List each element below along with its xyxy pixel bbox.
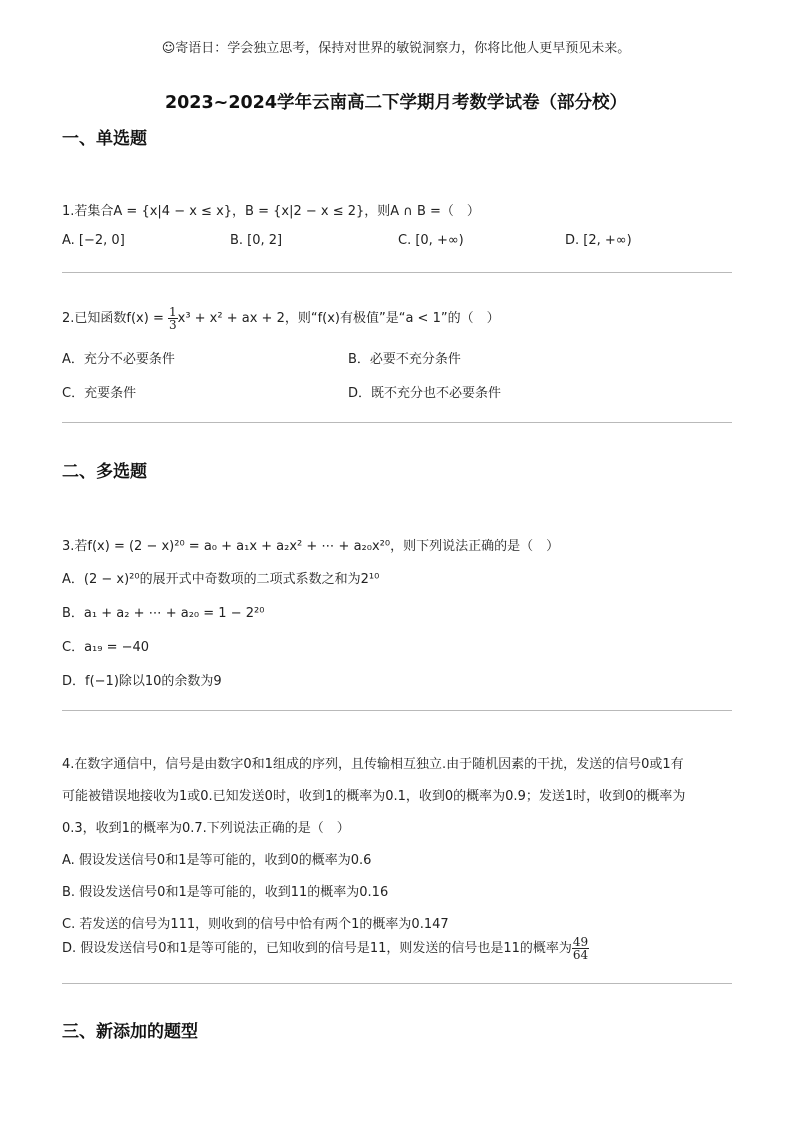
question-1-option-b: B. [0, 2] [230, 233, 283, 248]
section-heading-multiple-choice: 二、多选题 [62, 462, 147, 482]
fraction-denominator: 3 [168, 318, 177, 332]
question-2-option-b: B．必要不充分条件 [348, 352, 461, 367]
question-1-option-a: A. [−2, 0] [62, 233, 125, 248]
question-2-option-d: D．既不充分也不必要条件 [348, 386, 502, 401]
fraction-one-third [168, 306, 178, 331]
question-2-stem-end: x³ + x² + ax + 2，则“f(x)有极值”是“a < 1”的（ ） [177, 311, 500, 326]
question-4-option-d [62, 936, 589, 961]
page-title: 2023~2024学年云南高二下学期月考数学试卷（部分校） [164, 93, 628, 113]
fraction-49-64 [572, 936, 589, 961]
question-4-line-2: 可能被错误地接收为1或0.已知发送0时，收到1的概率为0.1，收到0的概率为0.9；发送1时，收到0的概率为 [62, 789, 686, 804]
fraction-numerator: 1 [168, 305, 177, 319]
motto: ☺寄语日：学会独立思考，保持对世界的敏锐洞察力，你将比他人更早预见未来。 [161, 41, 631, 56]
question-2-option-a: A．充分不必要条件 [62, 352, 175, 367]
section-heading-new-question-type: 三、新添加的题型 [62, 1022, 198, 1042]
question-4-option-c: C. 若发送的信号为111，则收到的信号中恰有两个1的概率为0.147 [62, 917, 449, 932]
question-3-option-a: A．(2 − x)²⁰的展开式中奇数项的二项式系数之和为2¹⁰ [62, 572, 380, 587]
question-3-option-d: D．f(−1)除以10的余数为9 [62, 674, 222, 689]
question-3-stem: 3.若f(x) = (2 − x)²⁰ = a₀ + a₁x + a₂x² + ⋯ + a₂₀x²⁰，则下列说法正确的是（ ） [62, 539, 560, 554]
divider [62, 422, 732, 423]
section-heading-single-choice: 一、单选题 [62, 129, 147, 149]
question-1-option-d: D. [2, +∞) [565, 233, 632, 248]
question-4-line-3: 0.3，收到1的概率为0.7.下列说法正确的是（ ） [62, 821, 350, 836]
question-1-stem: 1.若集合A = {x|4 − x ≤ x}，B = {x|2 − x ≤ 2}，则A ∩ B =（ ） [62, 204, 480, 219]
question-2-stem-start: 2.已知函数f(x) = [62, 311, 168, 326]
question-4-option-d-text: D. 假设发送信号0和1是等可能的，已知收到的信号是11，则发送的信号也是11的概率为 [62, 941, 572, 956]
question-1-option-c: C. [0, +∞) [398, 233, 464, 248]
fraction-denominator: 64 [572, 948, 589, 962]
fraction-numerator: 49 [572, 935, 589, 949]
question-4-option-b: B. 假设发送信号0和1是等可能的，收到11的概率为0.16 [62, 885, 389, 900]
question-4-line-1: 4.在数字通信中，信号是由数字0和1组成的序列，且传输相互独立.由于随机因素的干扰，发送的信号0或1有 [62, 757, 684, 772]
divider [62, 272, 732, 273]
question-2-stem [62, 306, 500, 331]
question-4-option-a: A. 假设发送信号0和1是等可能的，收到0的概率为0.6 [62, 853, 372, 868]
question-3-option-c: C．a₁₉ = −40 [62, 640, 150, 655]
question-3-option-b: B．a₁ + a₂ + ⋯ + a₂₀ = 1 − 2²⁰ [62, 606, 265, 621]
question-2-option-c: C．充要条件 [62, 386, 137, 401]
divider [62, 983, 732, 984]
divider [62, 710, 732, 711]
